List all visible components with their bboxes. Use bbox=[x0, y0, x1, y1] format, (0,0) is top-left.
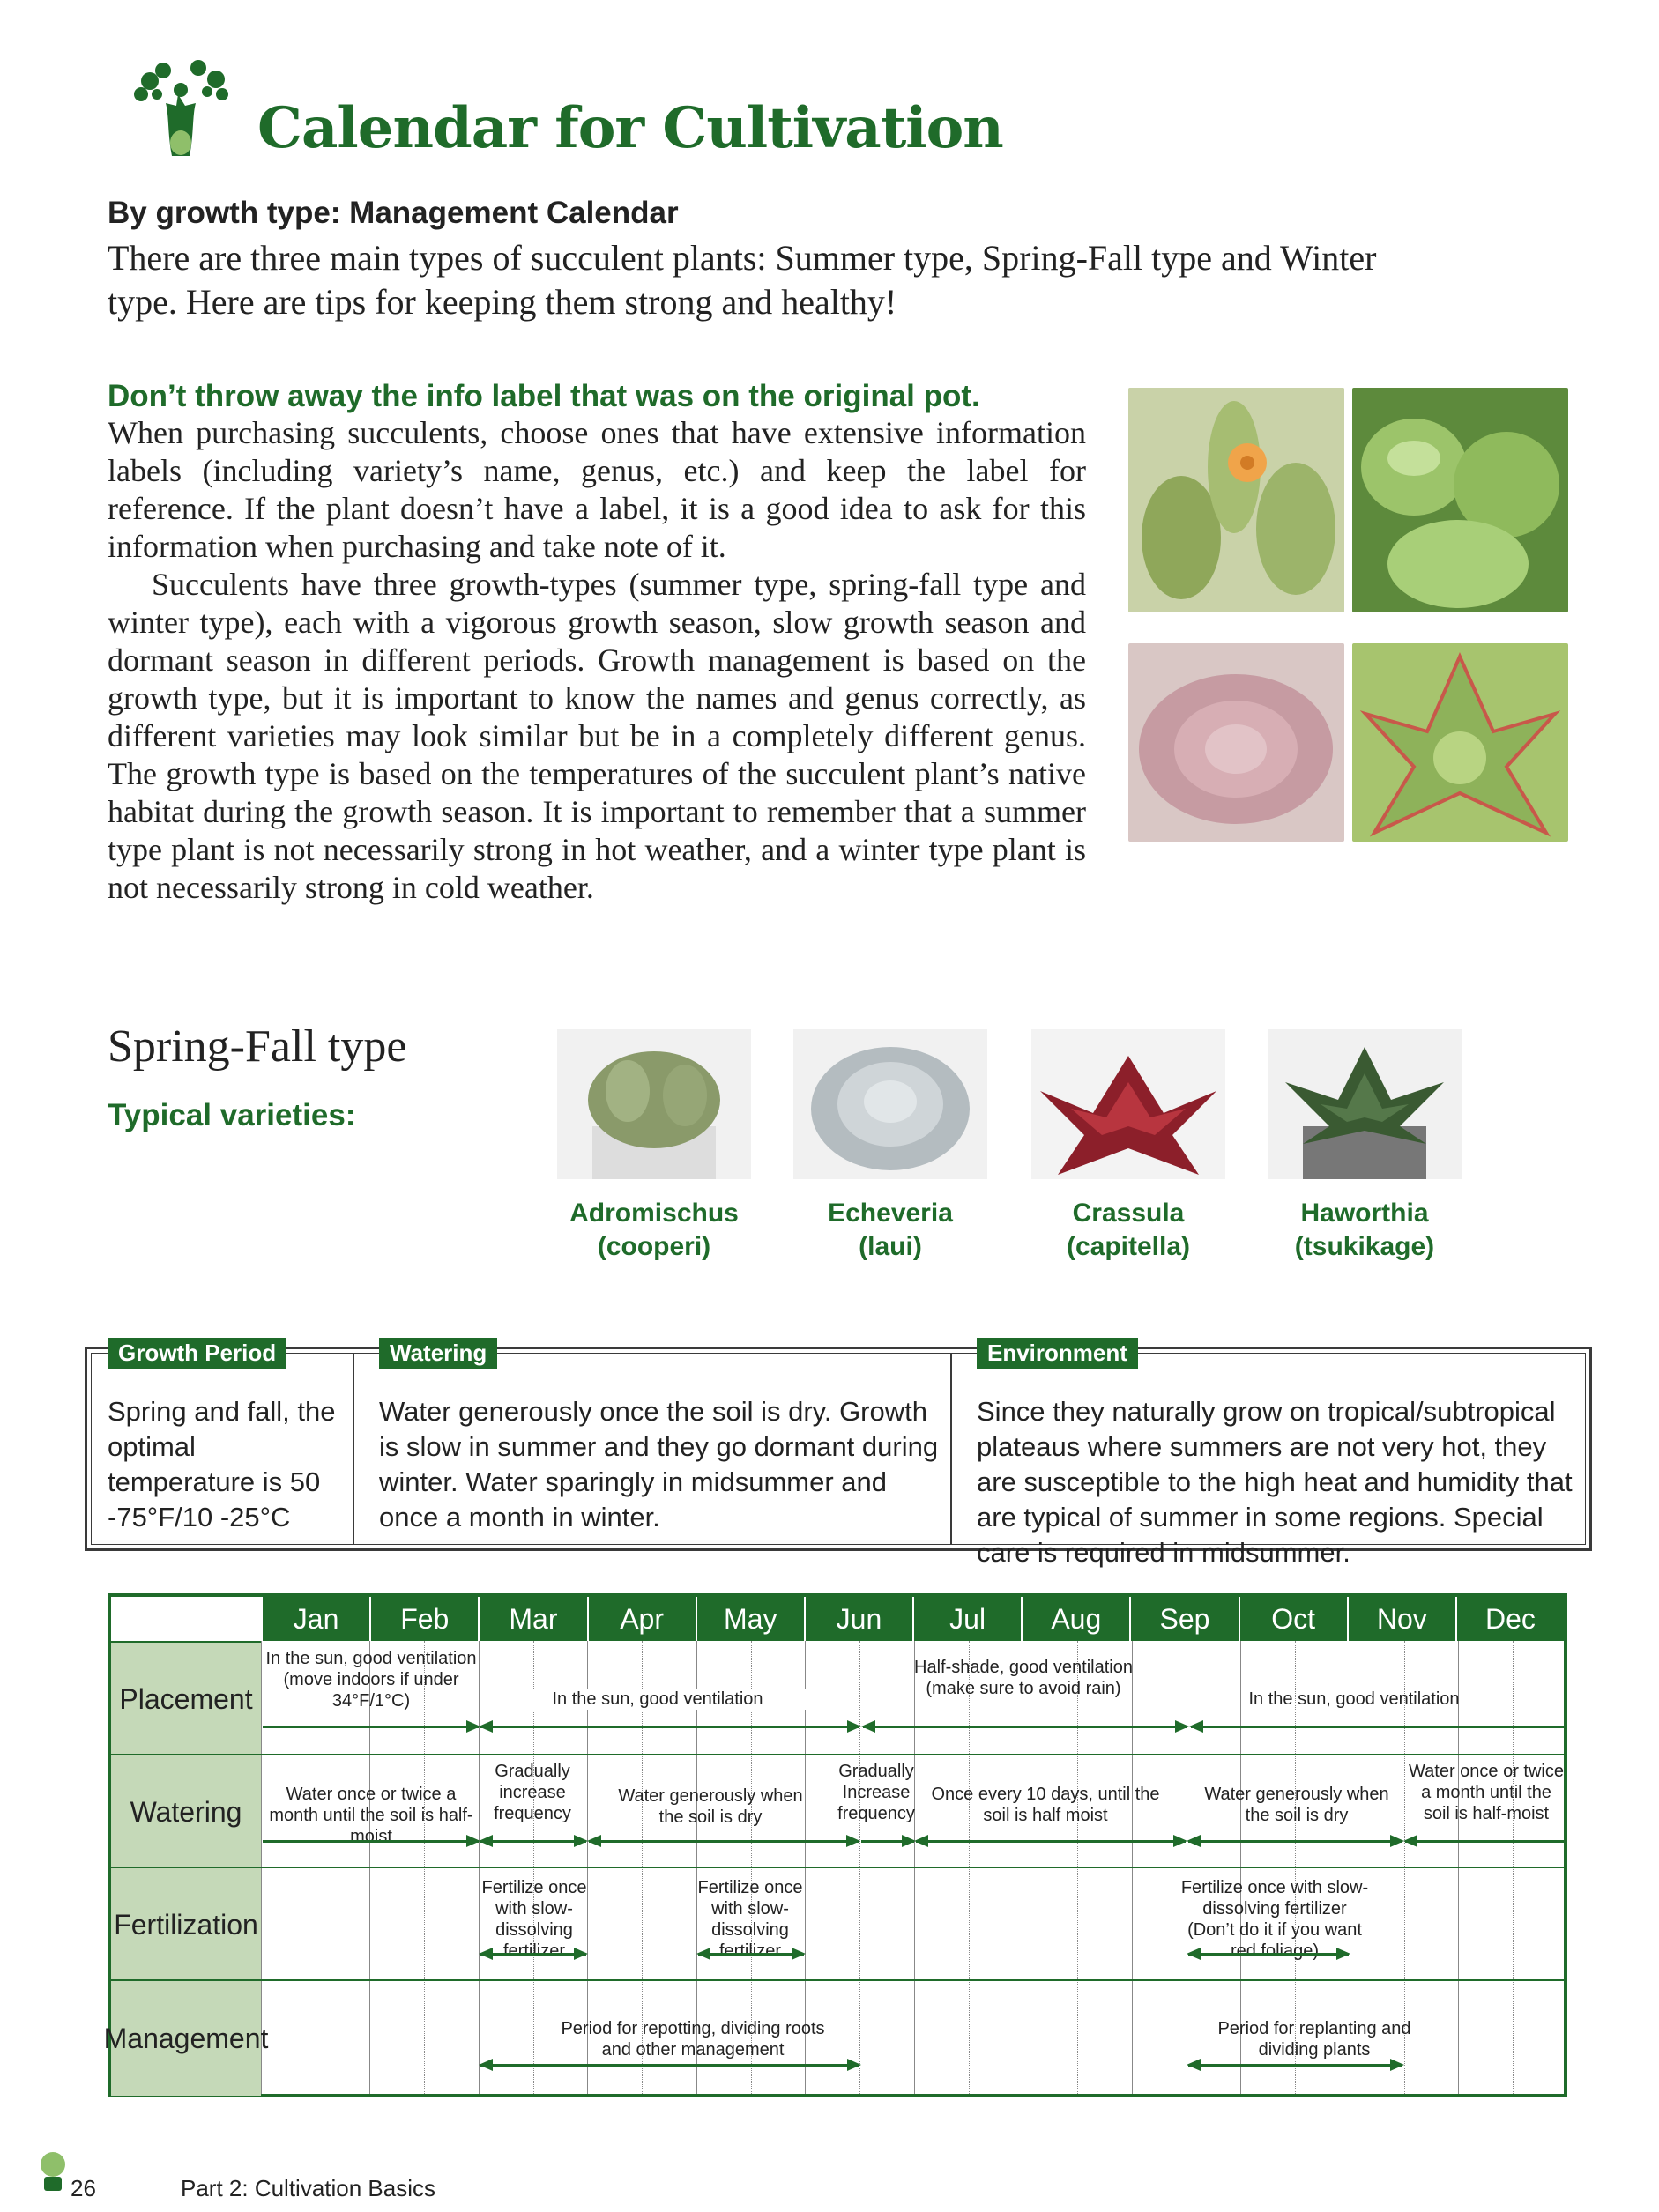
watering-arrow bbox=[916, 1840, 1186, 1843]
variety-species: (laui) bbox=[859, 1232, 922, 1261]
watering-text: Water once or twice a month until the soil is half-moist bbox=[269, 1785, 473, 1846]
section-title: Spring-Fall type bbox=[108, 1021, 407, 1072]
succulent-photo bbox=[1352, 643, 1568, 842]
info-label-heading: Don’t throw away the info label that was on the original pot. bbox=[108, 379, 980, 413]
variety-adromischus bbox=[557, 1029, 751, 1264]
placement-text: In the sun, good ventilation bbox=[490, 1689, 825, 1710]
month-header: Nov bbox=[1347, 1597, 1455, 1641]
row-divider bbox=[261, 1979, 1564, 1981]
month-header: Sep bbox=[1129, 1597, 1238, 1641]
variety-species: (cooperi) bbox=[597, 1232, 711, 1261]
variety-crassula bbox=[1031, 1029, 1225, 1264]
watering-arrow bbox=[1405, 1840, 1566, 1843]
month-header: Jul bbox=[912, 1597, 1021, 1641]
calendar-month-header bbox=[261, 1597, 1564, 1641]
month-header: Oct bbox=[1239, 1597, 1347, 1641]
environment-column bbox=[952, 1340, 1585, 1568]
succulent-photo bbox=[1352, 388, 1568, 612]
succulent-photo bbox=[1128, 643, 1344, 842]
management-text: Period for repotting, dividing roots and other management bbox=[561, 2019, 825, 2060]
watering-arrow bbox=[589, 1840, 859, 1843]
watering-arrow bbox=[861, 1840, 914, 1843]
watering-arrow bbox=[263, 1840, 479, 1843]
row-label-watering: Watering bbox=[111, 1754, 261, 1868]
watering-text: Gradually increase frequency bbox=[494, 1762, 571, 1823]
watering-arrow bbox=[480, 1840, 586, 1843]
variety-echeveria bbox=[793, 1029, 987, 1264]
intro-text: There are three main types of succulent plants: Summer type, Spring-Fall type and Winter type. Here are tips for keeping them strong and healthy! bbox=[108, 238, 1377, 322]
watering-text: Water generously once the soil is dry. Growth is slow in summer and they go dormant during winter. Water sparingly in midsummer and once a month in winter. bbox=[379, 1396, 939, 1533]
variety-name: Adromischus bbox=[569, 1199, 739, 1228]
environment-text: Since they naturally grow on tropical/subtropical plateaus where summers are not very hot, they are susceptible to the high heat and humidity that are typical of summer in some regions. Special care is required in midsummer. bbox=[977, 1396, 1573, 1568]
variety-photo bbox=[793, 1029, 987, 1179]
month-header: Mar bbox=[478, 1597, 586, 1641]
fertilization-text: Fertilize once with slow-dissolving fertilizer bbox=[697, 1878, 803, 1961]
placement-text: In the sun, good ventilation bbox=[1248, 1689, 1460, 1709]
fertilization-text: Fertilize once with slow-dissolving fertilizer bbox=[481, 1878, 587, 1961]
placement-text: In the sun, good ventilation (move indoors if under 34°F/1°C) bbox=[265, 1649, 477, 1711]
growth-period-column bbox=[92, 1340, 354, 1544]
month-header: Feb bbox=[369, 1597, 478, 1641]
watering-text: Once every 10 days, until the soil is half moist bbox=[931, 1785, 1160, 1825]
info-paragraph: Succulents have three growth-types (summer type, spring-fall type and winter type), each with a vigorous growth season, slow growth season and dormant season in different periods. Growth management is based on the growth type, but it is important to know the names and genus correctly, as different varieties may look similar but be in a completely different genus. The growth type is based on the temperatures of the succulent plant’s native habitat during the growth season. It is important to remember that a summer type plant is not necessarily strong in hot weather, and a winter type plant is not necessarily strong in cold weather. bbox=[108, 567, 1086, 905]
succulent-photo bbox=[1128, 388, 1344, 612]
placement-arrow bbox=[480, 1726, 859, 1728]
page-subheading: By growth type: Management Calendar bbox=[108, 196, 679, 230]
placement-arrow bbox=[1191, 1726, 1566, 1728]
row-divider bbox=[261, 1867, 1564, 1868]
fertilization-arrow bbox=[1188, 1953, 1349, 1956]
footer-plant-icon bbox=[35, 2150, 71, 2194]
row-label-placement: Placement bbox=[111, 1641, 261, 1755]
month-header: Dec bbox=[1455, 1597, 1564, 1641]
variety-photo bbox=[1031, 1029, 1225, 1179]
variety-species: (capitella) bbox=[1066, 1232, 1191, 1261]
growth-info-box bbox=[85, 1340, 1592, 1568]
watering-tab: Watering bbox=[379, 1338, 497, 1369]
placement-arrow bbox=[863, 1726, 1187, 1728]
page-title: Calendar for Cultivation bbox=[257, 95, 1003, 161]
watering-column bbox=[354, 1340, 952, 1544]
fertilization-text: Fertilize once with slow-dissolving fertilizer (Don’t do it if you want red foliage) bbox=[1180, 1878, 1369, 1961]
watering-text: Water generously when the soil is dry bbox=[618, 1786, 803, 1827]
row-label-fertilization: Fertilization bbox=[111, 1867, 261, 1981]
variety-name: Haworthia bbox=[1300, 1199, 1429, 1228]
variety-name: Crassula bbox=[1072, 1199, 1185, 1228]
row-divider bbox=[261, 1754, 1564, 1755]
variety-photo bbox=[557, 1029, 751, 1179]
watering-arrow bbox=[1188, 1840, 1402, 1843]
footer-section: Part 2: Cultivation Basics bbox=[181, 2175, 436, 2201]
month-header: Jun bbox=[804, 1597, 912, 1641]
variety-photo bbox=[1268, 1029, 1462, 1179]
info-body bbox=[108, 414, 1086, 907]
month-header: May bbox=[696, 1597, 804, 1641]
row-label-management: Management bbox=[111, 1979, 261, 2096]
management-arrow bbox=[1188, 2064, 1402, 2067]
variety-haworthia bbox=[1268, 1029, 1462, 1264]
management-calendar bbox=[103, 1593, 1567, 2097]
watering-text: Water generously when the soil is dry bbox=[1204, 1785, 1389, 1825]
environment-tab: Environment bbox=[977, 1338, 1138, 1369]
month-header: Jan bbox=[261, 1597, 369, 1641]
growth-period-tab: Growth Period bbox=[108, 1338, 286, 1369]
month-header: Apr bbox=[587, 1597, 696, 1641]
variety-name: Echeveria bbox=[828, 1199, 953, 1228]
page-number: 26 bbox=[71, 2175, 96, 2201]
growth-period-text: Spring and fall, the optimal temperature is 50 -75°F/10 -25°C bbox=[108, 1396, 336, 1533]
month-header: Aug bbox=[1021, 1597, 1129, 1641]
placement-arrow bbox=[263, 1726, 479, 1728]
info-paragraph: When purchasing succulents, choose ones that have extensive information labels (including variety’s name, genus, etc.) and keep the label for reference. If the plant doesn’t have a label, it is a good idea to ask for this information when purchasing and take note of it. bbox=[108, 415, 1086, 564]
watering-text: Gradually Increase frequency bbox=[837, 1762, 915, 1823]
variety-species: (tsukikage) bbox=[1294, 1232, 1435, 1261]
fertilization-arrow bbox=[698, 1953, 804, 1956]
management-text: Period for replanting and dividing plants bbox=[1217, 2019, 1411, 2060]
watering-text: Water once or twice a month until the soil is half-moist bbox=[1409, 1762, 1564, 1823]
tree-logo-icon bbox=[123, 55, 238, 160]
section-subtitle: Typical varieties: bbox=[108, 1098, 356, 1132]
management-arrow bbox=[480, 2064, 859, 2067]
placement-text: Half-shade, good ventilation (make sure to avoid rain) bbox=[914, 1658, 1133, 1698]
fertilization-arrow bbox=[480, 1953, 586, 1956]
